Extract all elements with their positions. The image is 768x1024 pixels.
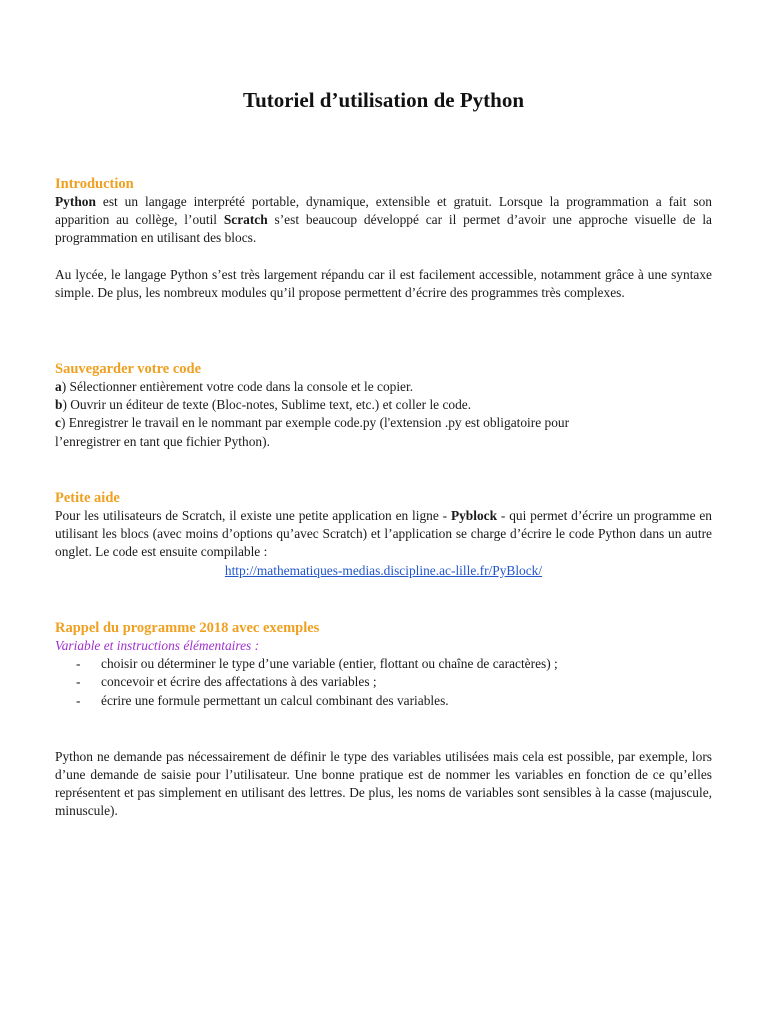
variables-bullet-list — [55, 655, 712, 710]
heading-introduction: Introduction — [55, 176, 134, 192]
save-step-c — [55, 414, 712, 432]
subheading-variables: Variable et instructions élémentaires : — [55, 638, 260, 653]
bullet-dash: - — [76, 674, 81, 690]
list-item — [55, 692, 712, 710]
list-item — [55, 655, 712, 673]
recall-paragraph: Python ne demande pas nécessairement de définir le type des variables utilisées mais cela est possible, par exemple, lors d’une demande de saisie pour l’utilisateur. Une bonne pratique est de nommer les variables en fonction de ce qu’elles représentent et pas simplement en utilisant des lettres. De plus, les noms de variables sont sensibles à la casse (majuscule, minuscule). — [55, 748, 712, 819]
help-text-1: Pour les utilisateurs de Scratch, il existe une petite application en ligne - — [55, 508, 451, 523]
bullet-text: écrire une formule permettant un calcul combinant des variables. — [101, 692, 449, 708]
save-step-c-letter: c — [55, 415, 61, 431]
section-save — [55, 360, 712, 451]
intro-paragraph-2: Au lycée, le langage Python s’est très largement répandu car il est facilement accessible, notamment grâce à une syntaxe simple. De plus, les nombreux modules qu’il propose permettent d’écrire des programmes très complexes. — [55, 266, 712, 300]
intro-python-bold: Python — [55, 194, 96, 209]
save-step-b-text: ) Ouvrir un éditeur de texte (Bloc-notes, Sublime text, etc.) et coller le code. — [62, 397, 472, 413]
intro-paragraph-1 — [55, 193, 712, 248]
save-step-c-text: ) Enregistrer le travail en le nommant par exemple code.py (l'extension .py est obligatoire pour — [60, 415, 570, 431]
bullet-text: choisir ou déterminer le type d’une variable (entier, flottant ou chaîne de caractères) ; — [101, 656, 558, 672]
section-help — [55, 489, 712, 580]
bullet-text: concevoir et écrire des affectations à des variables ; — [101, 674, 377, 690]
heading-save: Sauvegarder votre code — [55, 361, 202, 377]
heading-recall: Rappel du programme 2018 avec exemples — [55, 620, 320, 636]
section-introduction — [55, 175, 712, 302]
save-step-a — [55, 378, 712, 396]
page-title: Tutoriel d’utilisation de Python — [242, 88, 525, 112]
list-item — [55, 673, 712, 691]
save-step-b — [55, 396, 712, 414]
save-step-c-continued: l’enregistrer en tant que fichier Python). — [55, 433, 270, 449]
bullet-dash: - — [76, 656, 81, 672]
bullet-dash: - — [76, 692, 81, 708]
intro-text-2: s’est beaucoup développé car il permet d’avoir une approche visuelle de la programmation en utilisant des blocs. — [55, 212, 712, 246]
save-step-a-letter: a — [55, 379, 62, 394]
help-pyblock-bold: Pyblock — [450, 508, 498, 523]
section-recall — [55, 619, 712, 821]
intro-scratch-bold: Scratch — [223, 212, 268, 228]
heading-help: Petite aide — [55, 490, 120, 506]
help-text-2: - qui permet d’écrire un programme en utilisant les blocs (avec moins d’options qu’avec Scratch) et l’application se charge d’écrire le code Python dans un autre onglet. Le code est ensuite compilable : — [55, 508, 712, 560]
pyblock-link[interactable]: http://mathematiques-medias.discipline.ac-lille.fr/PyBlock/ — [224, 562, 543, 578]
help-paragraph — [55, 507, 712, 562]
help-link-line — [55, 562, 712, 580]
intro-text-1: est un langage interprété portable, dynamique, extensible et gratuit. Lorsque la programmation a fait son apparition au collège, l’outil — [55, 194, 712, 228]
save-step-b-letter: b — [55, 397, 63, 413]
save-step-a-text: ) Sélectionner entièrement votre code dans la console et le copier. — [61, 379, 414, 394]
